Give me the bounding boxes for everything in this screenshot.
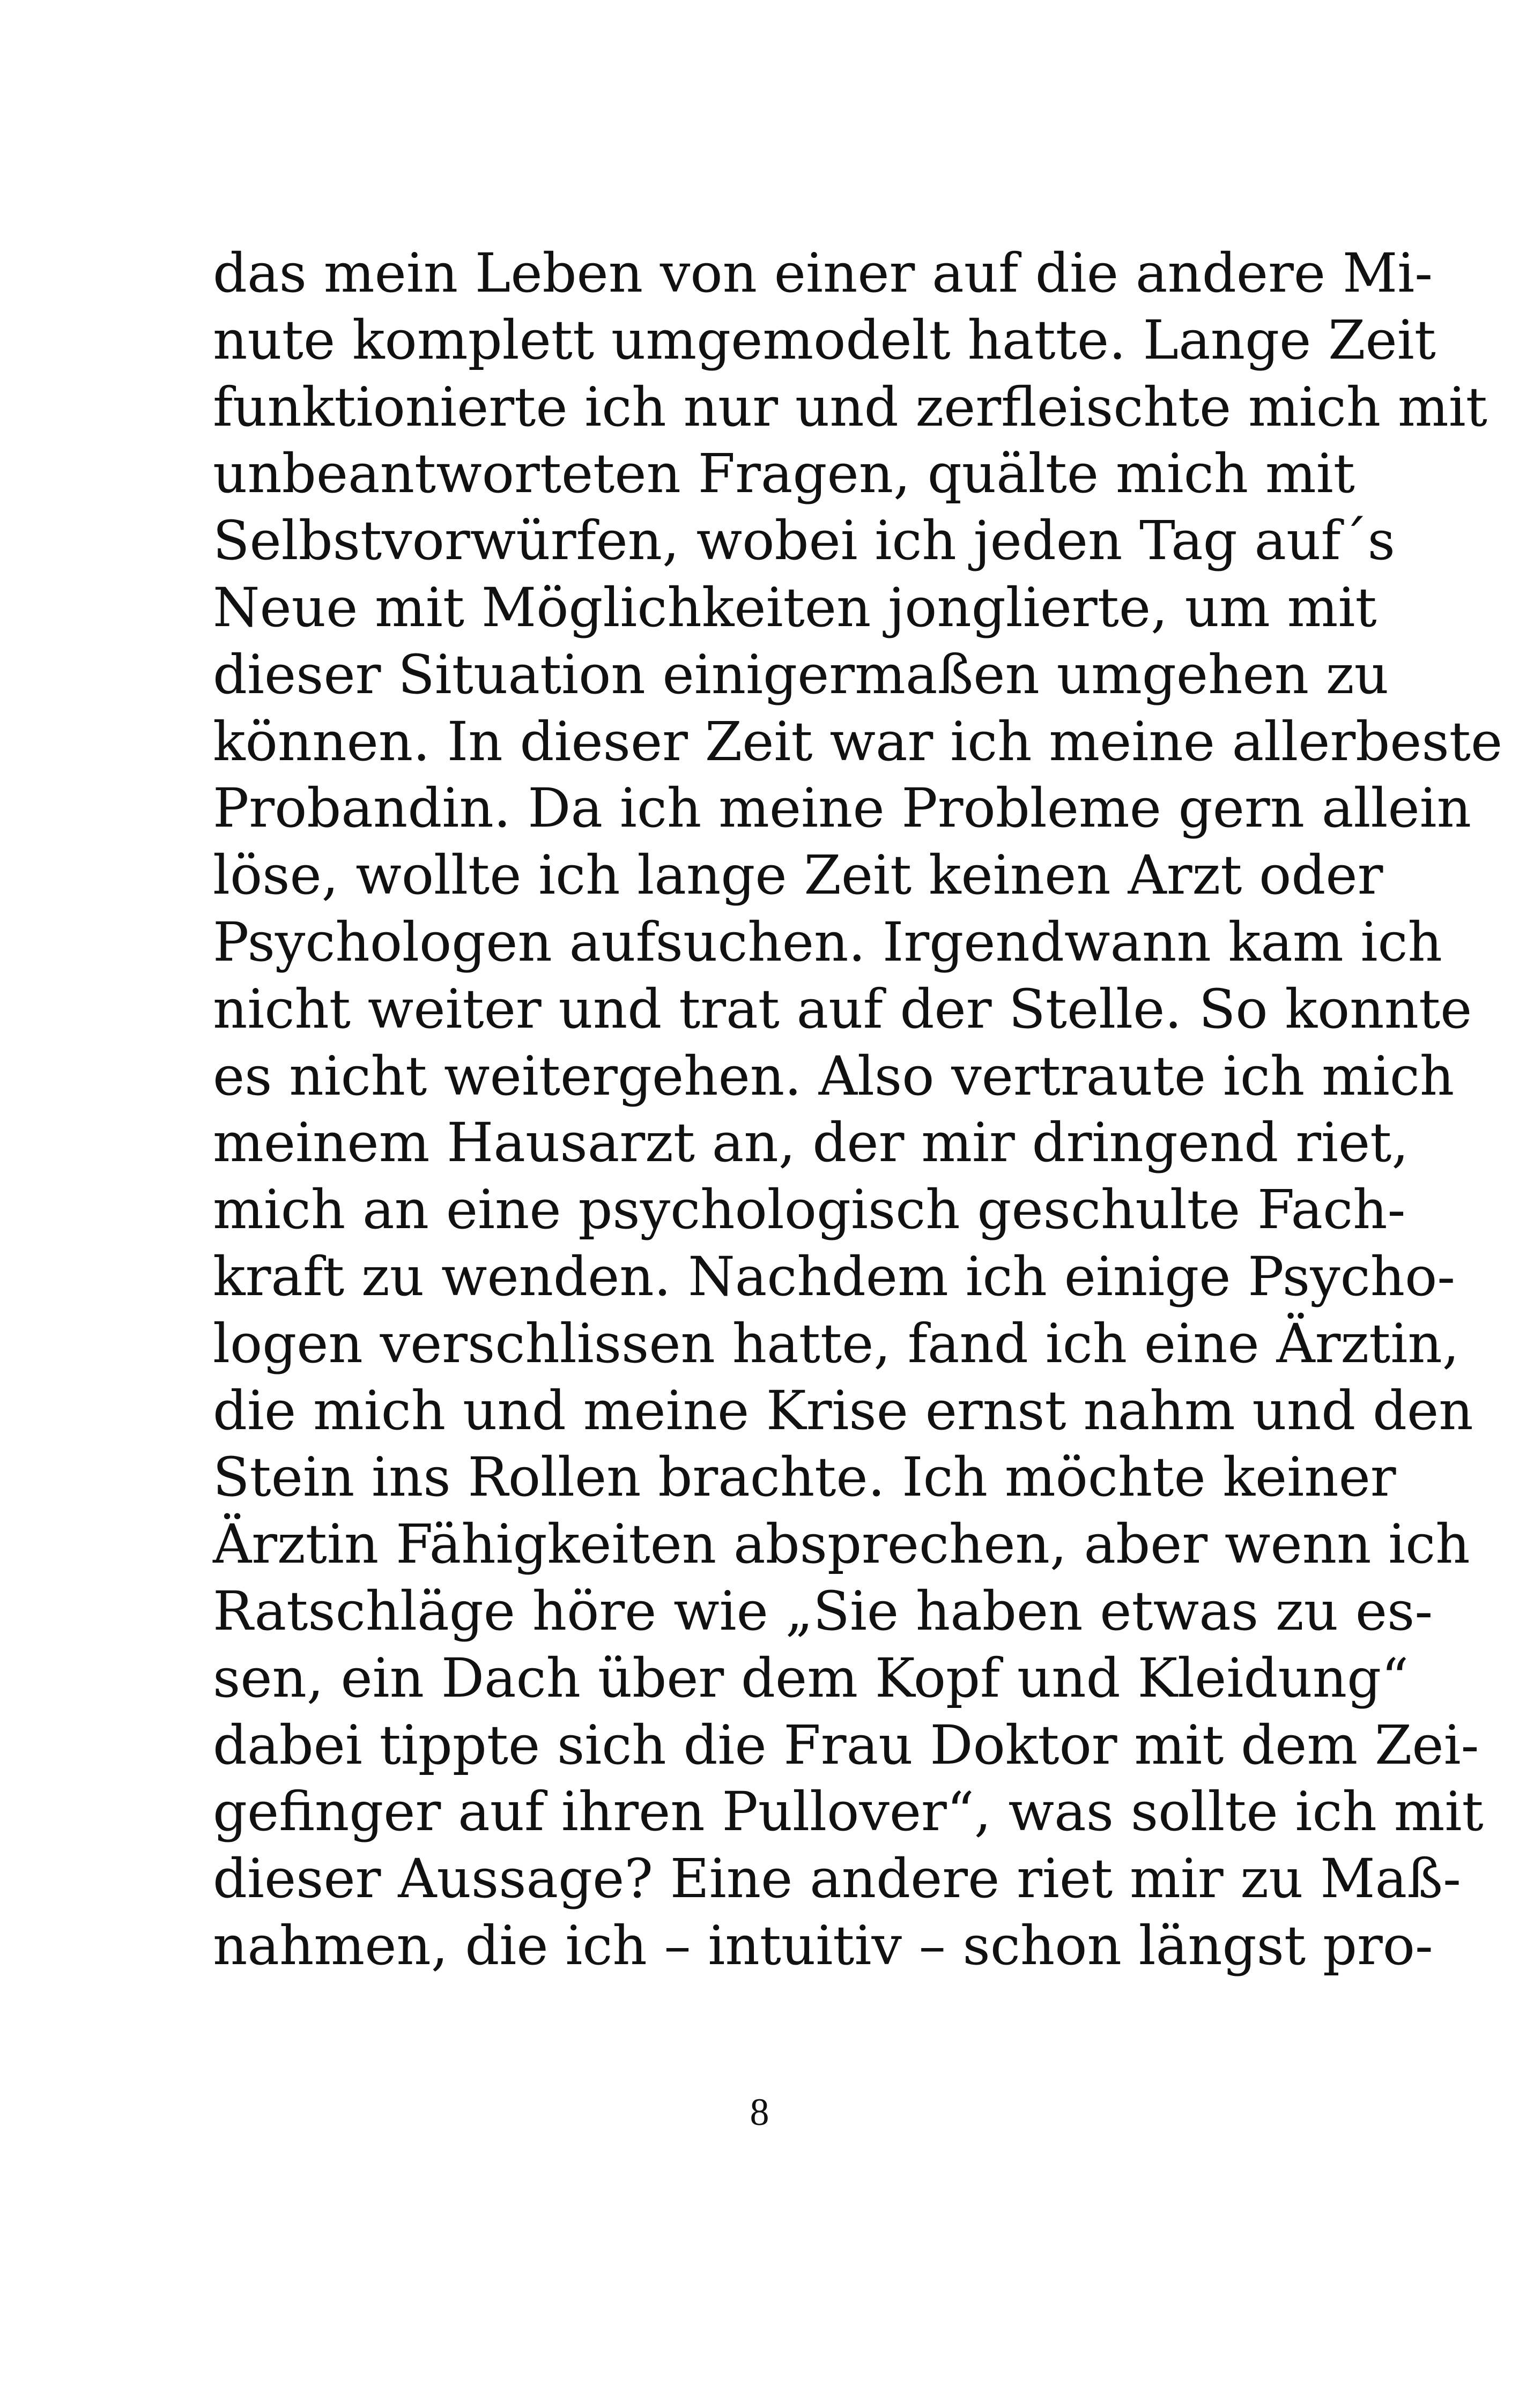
text-line: löse, wollte ich lange Zeit keinen Arzt oder	[213, 844, 1383, 907]
text-line: dabei tippte sich die Frau Doktor mit dem Zei-	[213, 1713, 1479, 1777]
text-line: funktionierte ich nur und zerfleischte mich mit	[213, 375, 1487, 439]
text-line: meinem Hausarzt an, der mir dringend riet,	[213, 1111, 1409, 1175]
text-line: logen verschlissen hatte, fand ich eine Ärztin,	[213, 1312, 1459, 1375]
page-number: 8	[750, 2091, 769, 2134]
text-line: Psychologen aufsuchen. Irgendwann kam ich	[213, 910, 1442, 973]
text-line: mich an eine psychologisch geschulte Fach-	[213, 1178, 1406, 1242]
body-text	[213, 240, 1503, 1980]
text-line: Probandin. Da ich meine Probleme gern allein	[213, 777, 1472, 840]
text-line: Ratschläge höre wie „Sie haben etwas zu es-	[213, 1579, 1433, 1643]
text-line: nicht weiter und trat auf der Stelle. So konnte	[213, 977, 1472, 1041]
text-line: unbeantworteten Fragen, quälte mich mit	[213, 442, 1355, 506]
text-line: können. In dieser Zeit war ich meine allerbeste	[213, 710, 1503, 773]
text-line: Selbstvorwürfen, wobei ich jeden Tag auf´s	[213, 509, 1395, 573]
text-line: nahmen, die ich – intuitiv – schon längst pro-	[213, 1914, 1433, 1977]
text-line: kraft zu wenden. Nachdem ich einige Psycho-	[213, 1245, 1456, 1308]
text-line: das mein Leben von einer auf die andere Mi-	[213, 242, 1433, 304]
text-line: sen, ein Dach über dem Kopf und Kleidung“	[213, 1646, 1409, 1710]
text-line: die mich und meine Krise ernst nahm und den	[213, 1379, 1473, 1442]
text-line: Ärztin Fähigkeiten absprechen, aber wenn ich	[213, 1513, 1470, 1576]
text-line: dieser Situation einigermaßen umgehen zu	[213, 643, 1389, 706]
text-line: gefinger auf ihren Pullover“, was sollte ich mit	[213, 1780, 1484, 1844]
text-line: dieser Aussage? Eine andere riet mir zu Maß-	[213, 1847, 1461, 1911]
text-line: Neue mit Möglichkeiten jonglierte, um mit	[213, 576, 1377, 639]
text-line: Stein ins Rollen brachte. Ich möchte keiner	[213, 1446, 1396, 1509]
text-line: nute komplett umgemodelt hatte. Lange Zeit	[213, 308, 1436, 371]
text-line: es nicht weitergehen. Also vertraute ich mich	[213, 1044, 1455, 1108]
